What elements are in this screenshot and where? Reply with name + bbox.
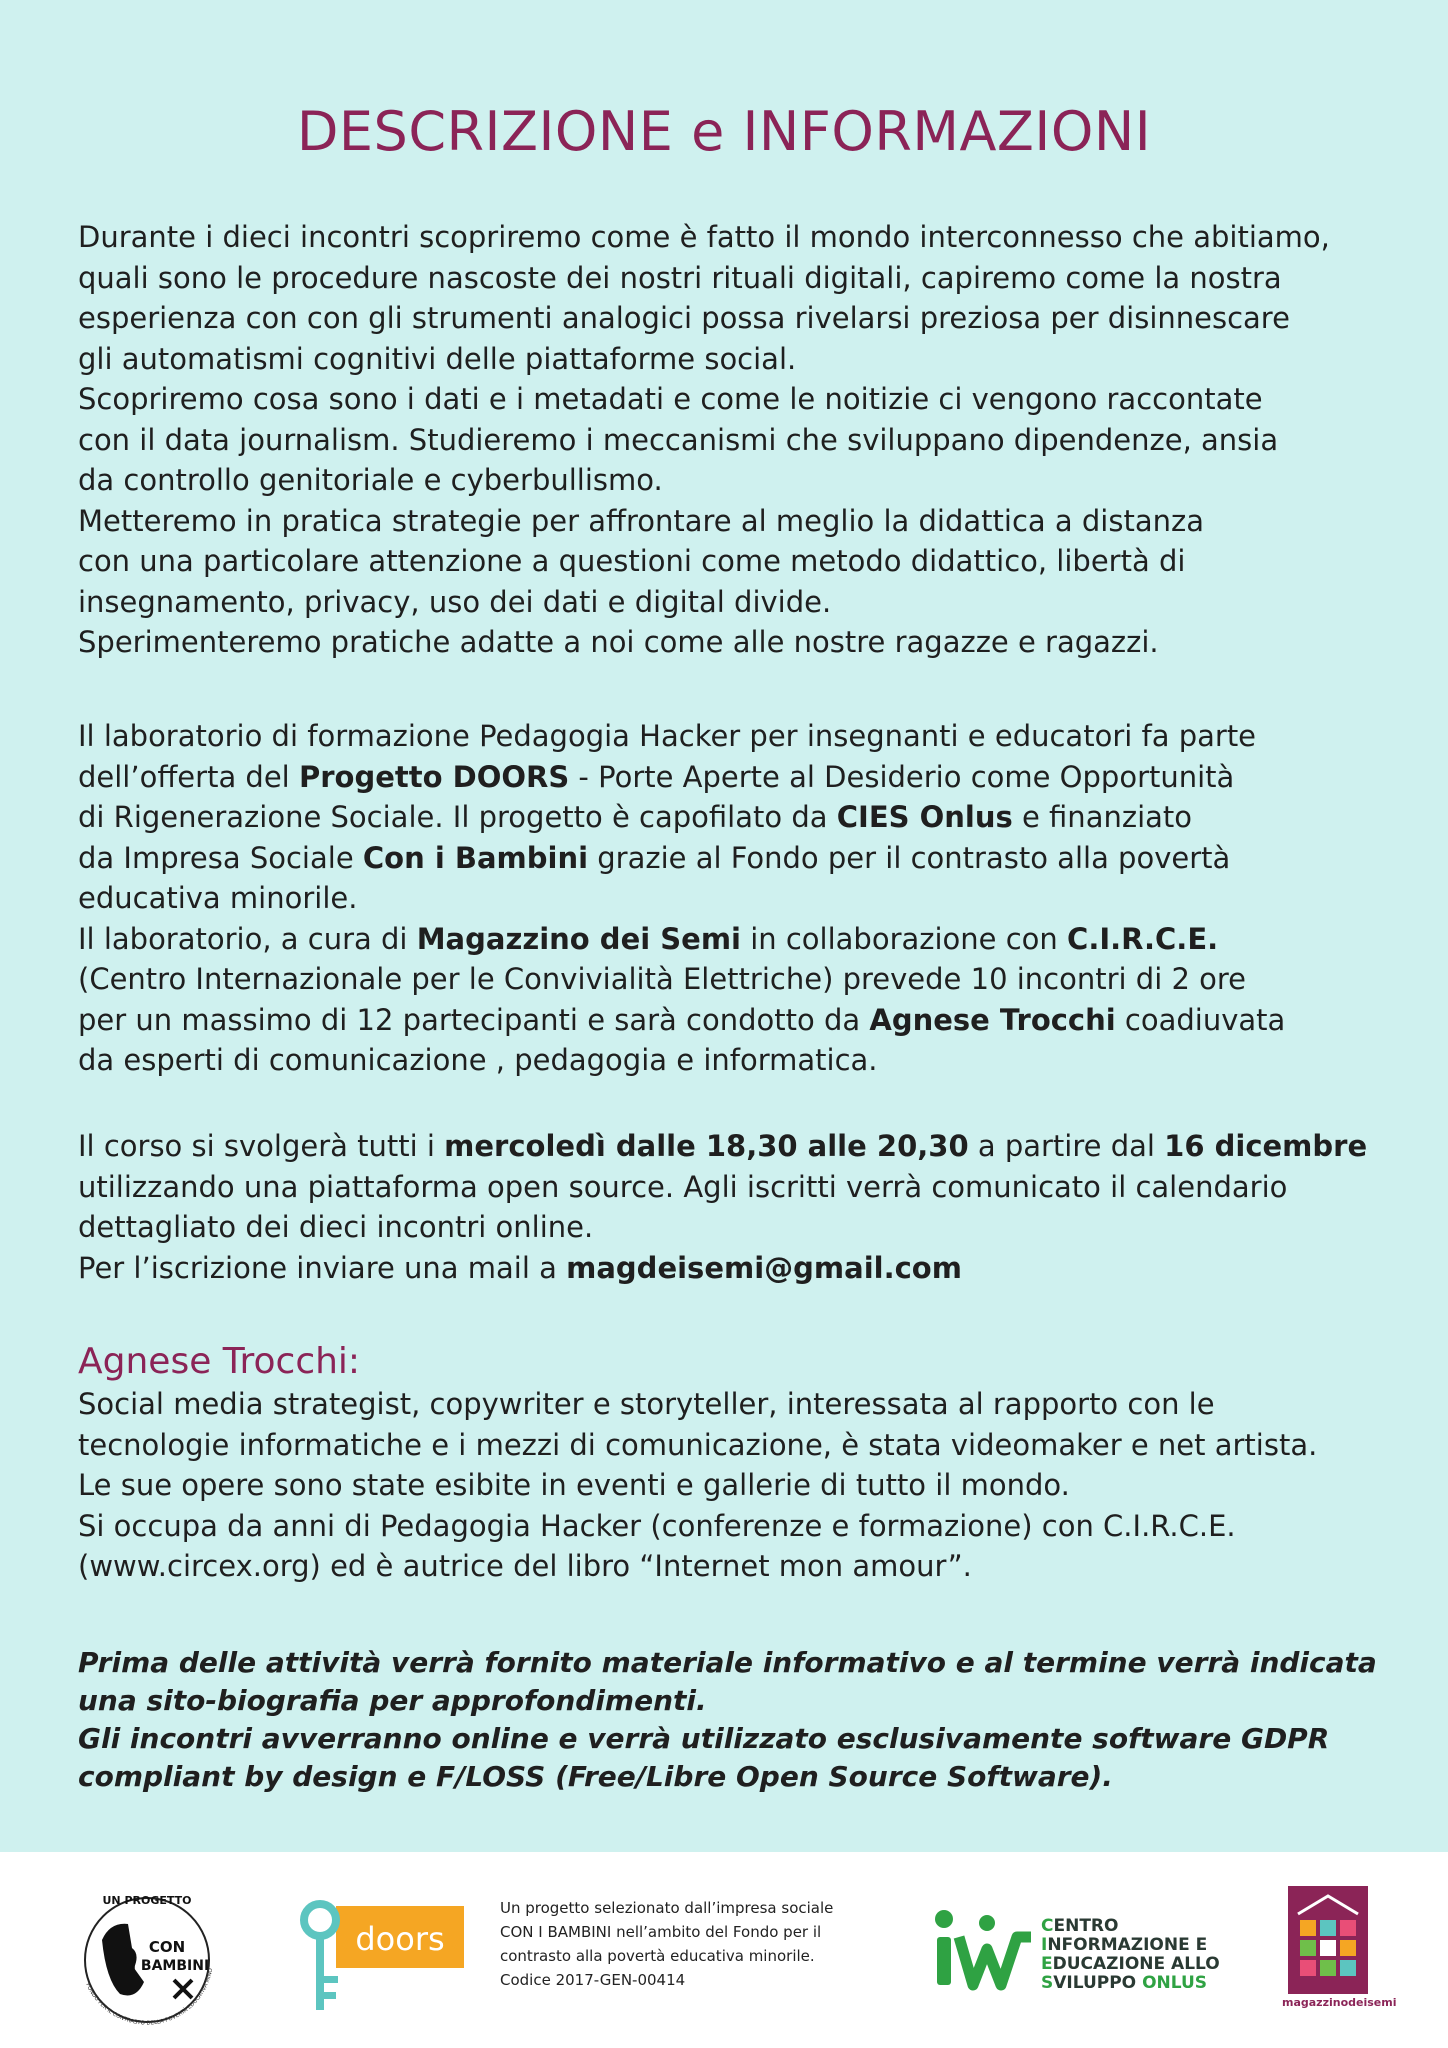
text-line: dettagliato dei dieci incontri online. bbox=[78, 1210, 594, 1244]
letter: E bbox=[1041, 1954, 1053, 1974]
logo-name-line1: CON bbox=[148, 1938, 186, 1956]
text-line: Gli incontri avverranno online e verrà utilizzato esclusivamente software GDPR bbox=[78, 1722, 1330, 1755]
text-line: compliant by design e F/LOSS (Free/Libre Open Source Software). bbox=[78, 1760, 1113, 1793]
page-title: DESCRIZIONE e INFORMAZIONI bbox=[296, 100, 1152, 163]
bio-title: Agnese Trocchi: bbox=[78, 1341, 361, 1382]
text-line bbox=[1041, 1917, 1220, 1936]
schedule-paragraph bbox=[78, 1126, 1398, 1288]
text-line bbox=[1041, 1936, 1220, 1955]
key-icon bbox=[304, 1904, 336, 1936]
text-line: esperienza con con gli strumenti analogici possa rivelarsi preziosa per disinnescare bbox=[78, 301, 1290, 335]
text-line: con una particolare attenzione a questioni come metodo didattico, libertà di bbox=[78, 544, 1186, 578]
con-i-bambini-logo bbox=[62, 1870, 232, 2040]
text-run: coadiuvata bbox=[1115, 1002, 1286, 1037]
magazzino-dei-semi-logo bbox=[1282, 1886, 1397, 2021]
text-line: Prima delle attività verrà fornito materiale informativo e al termine verrà indicata bbox=[78, 1646, 1377, 1679]
project-doors-name: Progetto DOORS bbox=[298, 759, 570, 794]
text-line: una sito-biografia per approfondimenti. bbox=[78, 1684, 707, 1717]
text-run: dell’offerta del bbox=[78, 759, 299, 794]
text-line: CON I BAMBINI nell’ambito del Fondo per il bbox=[500, 1923, 822, 1941]
text-run: VILUPPO bbox=[1053, 1973, 1143, 1993]
text-line: tecnologie informatiche e i mezzi di comunicazione, è stata videomaker e net artista. bbox=[78, 1427, 1318, 1462]
project-paragraph bbox=[78, 716, 1398, 1081]
text-line: Social media strategist, copywriter e storyteller, interessata al rapporto con le bbox=[78, 1387, 1215, 1421]
letter: C bbox=[1041, 1916, 1054, 1936]
text-run: ENTRO bbox=[1053, 1916, 1119, 1936]
text-line: educativa minorile. bbox=[78, 881, 358, 915]
trainer-name: Agnese Trocchi bbox=[869, 1002, 1116, 1037]
letter: I bbox=[1041, 1935, 1048, 1955]
text-run: Per l’iscrizione inviare una mail a bbox=[78, 1250, 567, 1285]
text-line: Un progetto selezionato dall’impresa sociale bbox=[500, 1899, 834, 1917]
text-line: Durante i dieci incontri scopriremo come è fatto il mondo interconnesso che abitiamo, bbox=[78, 220, 1330, 254]
doors-logo bbox=[292, 1880, 472, 2020]
circe-name: C.I.R.C.E. bbox=[1067, 921, 1219, 956]
text-line: insegnamento, privacy, uso dei dati e digital divide. bbox=[78, 584, 832, 619]
text-line: Le sue opere sono state esibite in eventi e gallerie di tutto il mondo. bbox=[78, 1468, 1070, 1502]
text-line: utilizzando una piattaforma open source. Agli iscritti verrà comunicato il calendario bbox=[78, 1169, 1288, 1204]
text-run: Il corso si svolgerà tutti i bbox=[78, 1129, 445, 1163]
text-run: in collaborazione con bbox=[740, 921, 1068, 956]
letter: S bbox=[1041, 1973, 1054, 1993]
cies-wordmark bbox=[1041, 1917, 1220, 1993]
text-line bbox=[78, 919, 1398, 960]
magazzino-name: Magazzino dei Semi bbox=[416, 921, 741, 956]
text-line bbox=[78, 838, 1398, 879]
text-line bbox=[78, 797, 1398, 838]
text-run: da Impresa Sociale bbox=[78, 840, 363, 875]
doors-label: doors bbox=[355, 1920, 445, 1958]
text-line: Metteremo in pratica strategie per affrontare al meglio la didattica a distanza bbox=[78, 503, 1204, 538]
text-line bbox=[78, 1248, 1398, 1289]
text-line: Si occupa da anni di Pedagogia Hacker (conferenze e formazione) con C.I.R.C.E. bbox=[78, 1508, 1236, 1543]
magazzino-mark-icon bbox=[1288, 1886, 1368, 1994]
text-line: Sperimenteremo pratiche adatte a noi come alle nostre ragazze e ragazzi. bbox=[78, 625, 1159, 659]
text-line: Il laboratorio di formazione Pedagogia Hacker per insegnanti e educatori fa parte bbox=[78, 719, 1257, 753]
text-run: per un massimo di 12 partecipanti e sarà condotto da bbox=[78, 1002, 870, 1037]
cies-name: CIES Onlus bbox=[836, 800, 1013, 834]
text-line: con il data journalism. Studieremo i meccanismi che sviluppano dipendenze, ansia bbox=[78, 422, 1279, 457]
text-run: e finanziato bbox=[1012, 800, 1193, 834]
start-date: 16 dicembre bbox=[1164, 1129, 1368, 1163]
text-line bbox=[1041, 1955, 1220, 1974]
magazzino-label: magazzinodeisemi bbox=[1282, 1996, 1397, 2009]
text-run: NFORMAZIONE E bbox=[1047, 1935, 1208, 1955]
text-line: (Centro Internazionale per le Convivialità Elettriche) prevede 10 incontri di 2 ore bbox=[78, 962, 1247, 996]
text-line bbox=[78, 757, 1398, 798]
schedule-time: mercoledì dalle 18,30 alle 20,30 bbox=[444, 1129, 969, 1163]
logo-name-line2: I BAMBINI bbox=[130, 1958, 210, 1974]
text-line: da esperti di comunicazione , pedagogia e informatica. bbox=[78, 1043, 878, 1077]
intro-paragraph bbox=[78, 217, 1398, 663]
logo-ring-text: FONDO PER IL CONTRASTO DELLA POVERTÀ EDUCATIVA MINO bbox=[84, 1967, 215, 2027]
text-run: DUCAZIONE ALLO bbox=[1052, 1954, 1220, 1974]
text-line: (www.circex.org) ed è autrice del libro “Internet mon amour”. bbox=[78, 1549, 972, 1583]
text-line: contrasto alla povertà educativa minorile. bbox=[500, 1947, 815, 1965]
text-line: da controllo genitoriale e cyberbullismo. bbox=[78, 463, 663, 497]
text-line: Scopriremo cosa sono i dati e i metadati e come le noitizie ci vengono raccontate bbox=[78, 382, 1263, 416]
cies-mark-icon bbox=[935, 1907, 1035, 1997]
footer-note bbox=[500, 1896, 900, 1992]
bio-section bbox=[78, 1340, 1398, 1587]
text-run: di Rigenerazione Sociale. Il progetto è capofilato da bbox=[78, 800, 837, 834]
text-line: gli automatismi cognitivi delle piattaforme social. bbox=[78, 341, 797, 376]
text-line bbox=[78, 1126, 1398, 1167]
conibambini-name: Con i Bambini bbox=[362, 840, 589, 875]
contact-email: magdeisemi@gmail.com bbox=[566, 1250, 962, 1285]
text-line bbox=[78, 1000, 1398, 1041]
text-run: ONLUS bbox=[1142, 1973, 1208, 1993]
footer-logos bbox=[0, 1852, 1448, 2048]
text-run: a partire dal bbox=[968, 1129, 1165, 1163]
text-line: quali sono le procedure nascoste dei nostri rituali digitali, capiremo come la nostra bbox=[78, 260, 1282, 295]
cies-onlus-logo bbox=[935, 1907, 1235, 2007]
text-line: Codice 2017-GEN-00414 bbox=[500, 1971, 686, 1989]
text-run: - Porte Aperte al Desiderio come Opportunità bbox=[569, 759, 1235, 794]
notes-paragraph bbox=[78, 1644, 1398, 1796]
text-run: grazie al Fondo per il contrasto alla povertà bbox=[588, 840, 1231, 875]
text-line bbox=[1041, 1974, 1220, 1993]
logo-top-text: UN PROGETTO bbox=[102, 1894, 192, 1907]
text-run: Il laboratorio, a cura di bbox=[78, 921, 417, 956]
